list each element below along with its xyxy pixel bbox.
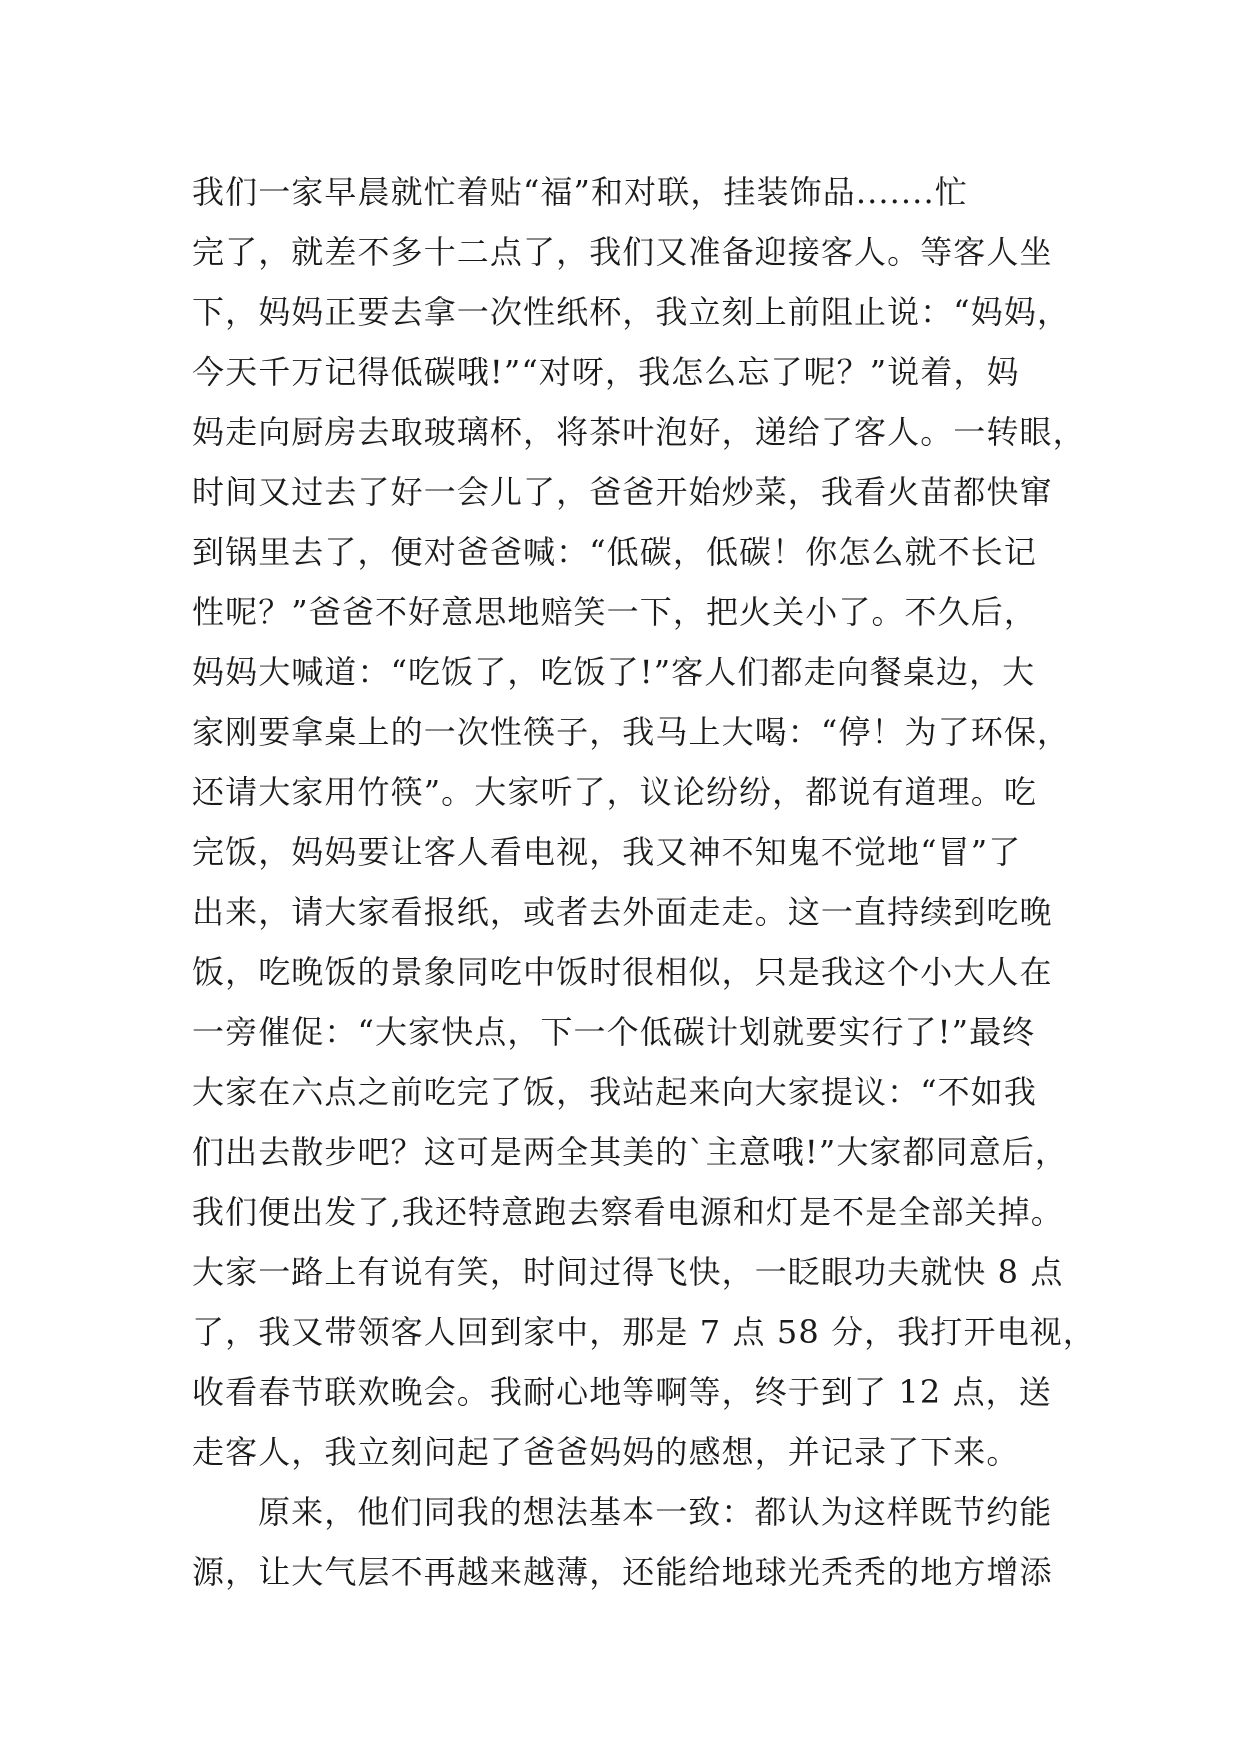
text-line: 时间又过去了好一会儿了，爸爸开始炒菜，我看火苗都快窜 <box>192 473 1053 511</box>
text-line: 家刚要拿桌上的一次性筷子，我马上大喝：“停！为了环保， <box>192 713 1071 751</box>
text-line: 原来，他们同我的想法基本一致：都认为这样既节约能 <box>258 1493 1053 1531</box>
text-line: 了，我又带领客人回到家中，那是 7 点 58 分，我打开电视， <box>192 1313 1096 1351</box>
paragraph-2 <box>192 1482 1072 1602</box>
text-line: 出来，请大家看报纸，或者去外面走走。这一直持续到吃晚 <box>192 893 1053 931</box>
paragraph-1 <box>192 162 1096 1482</box>
text-line: 我们一家早晨就忙着贴“福”和对联，挂装饰品.......忙 <box>192 173 968 211</box>
text-line: 一旁催促：“大家快点，下一个低碳计划就要实行了!”最终 <box>192 1013 1036 1051</box>
text-line: 我们便出发了,我还特意跑去察看电源和灯是不是全部关掉。 <box>192 1193 1064 1231</box>
text-line: 饭，吃晚饭的景象同吃中饭时很相似，只是我这个小大人在 <box>192 953 1053 991</box>
text-line: 走客人，我立刻问起了爸爸妈妈的感想，并记录了下来。 <box>192 1433 1020 1471</box>
text-line: 收看春节联欢晚会。我耐心地等啊等，终于到了 12 点，送 <box>192 1373 1052 1411</box>
text-line: 源，让大气层不再越来越薄，还能给地球光秃秃的地方增添 <box>192 1553 1053 1591</box>
text-line: 下，妈妈正要去拿一次性纸杯，我立刻上前阻止说：“妈妈， <box>192 293 1071 331</box>
text-line: 还请大家用竹筷”。大家听了，议论纷纷，都说有道理。吃 <box>192 773 1037 811</box>
text-line: 妈走向厨房去取玻璃杯，将茶叶泡好，递给了客人。一转眼， <box>192 413 1086 451</box>
body-text <box>192 162 1096 1602</box>
text-line: 们出去散步吧？这可是两全其美的`主意哦!”大家都同意后， <box>192 1133 1069 1171</box>
text-line: 今天千万记得低碳哦!”“对呀，我怎么忘了呢？”说着，妈 <box>192 353 1020 391</box>
text-line: 妈妈大喊道：“吃饭了，吃饭了!”客人们都走向餐桌边，大 <box>192 653 1036 691</box>
text-line: 到锅里去了，便对爸爸喊：“低碳，低碳！你怎么就不长记 <box>192 533 1037 571</box>
text-line: 大家一路上有说有笑，时间过得飞快，一眨眼功夫就快 8 点 <box>192 1253 1064 1291</box>
text-line: 完饭，妈妈要让客人看电视，我又神不知鬼不觉地“冒”了 <box>192 833 1022 871</box>
text-line: 性呢？”爸爸不好意思地赔笑一下，把火关小了。不久后， <box>192 593 1037 631</box>
text-line: 大家在六点之前吃完了饭，我站起来向大家提议：“不如我 <box>192 1073 1037 1111</box>
text-line: 完了，就差不多十二点了，我们又准备迎接客人。等客人坐 <box>192 233 1053 271</box>
